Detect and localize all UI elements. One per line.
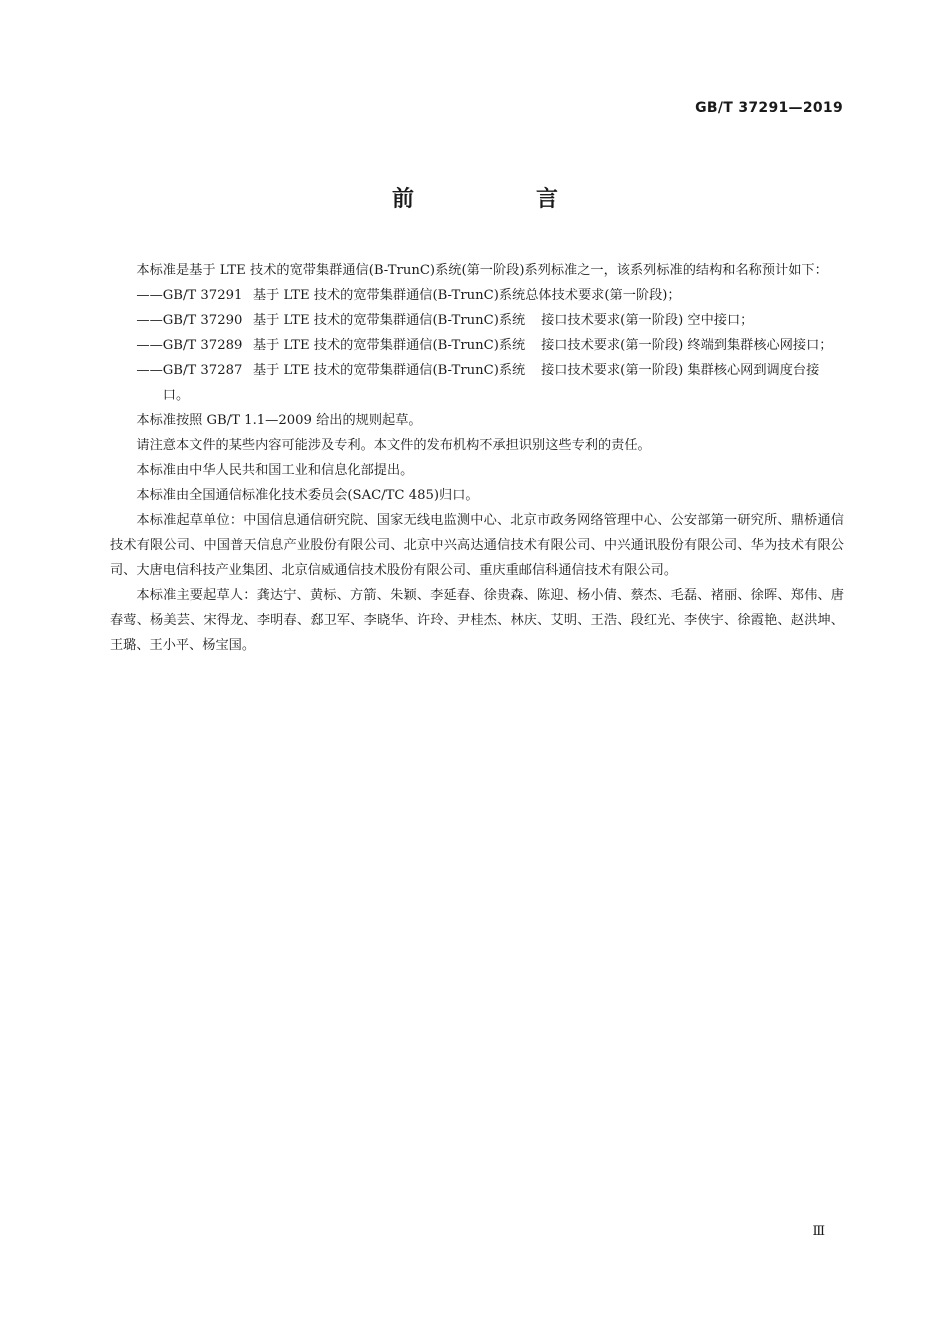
series-item-2 <box>110 308 844 333</box>
series-item-code: GB/T 37291 <box>162 288 243 303</box>
series-item-title: 基于 LTE 技术的宽带集群通信(B-TrunC)系统 <box>252 313 526 328</box>
page-title: 前 言 <box>391 187 608 212</box>
series-item-1 <box>110 283 844 308</box>
series-item-subtitle: 接口技术要求(第一阶段) 集群核心网到调度台接口。 <box>162 363 820 403</box>
proposed-by-paragraph: 本标准由中华人民共和国工业和信息化部提出。 <box>136 463 414 478</box>
intro-paragraph: 本标准是基于 LTE 技术的宽带集群通信(B-TrunC)系统(第一阶段)系列标准之一，该系列标准的结构和名称预计如下： <box>136 263 828 278</box>
standard-code-header: GB/T 37291—2019 <box>695 100 843 116</box>
list-dash: —— <box>136 288 163 303</box>
patent-notice-paragraph: 请注意本文件的某些内容可能涉及专利。本文件的发布机构不承担识别这些专利的责任。 <box>136 438 651 453</box>
list-dash: —— <box>136 363 163 378</box>
list-dash: —— <box>136 313 163 328</box>
series-item-title: 基于 LTE 技术的宽带集群通信(B-TrunC)系统总体技术要求(第一阶段)； <box>252 288 681 303</box>
series-item-body <box>163 308 844 333</box>
series-item-title: 基于 LTE 技术的宽带集群通信(B-TrunC)系统 <box>252 338 526 353</box>
series-item-4 <box>110 358 844 408</box>
drafting-units-paragraph: 本标准起草单位：中国信息通信研究院、国家无线电监测中心、北京市政务网络管理中心、公安部第一研究所、鼎桥通信技术有限公司、中国普天信息产业股份有限公司、北京中兴高达通信技术有限公司、中兴通讯股份有限公司、华为技术有限公司、大唐电信科技产业集团、北京信威通信技术股份有限公司、重庆重邮信科通信技术有限公司。 <box>110 513 844 578</box>
page-number: Ⅲ <box>812 1224 825 1239</box>
series-item-3 <box>110 333 844 358</box>
foreword-body <box>110 258 844 658</box>
series-item-code: GB/T 37287 <box>162 363 243 378</box>
series-item-body <box>163 333 844 358</box>
series-item-code: GB/T 37290 <box>162 313 243 328</box>
list-dash: —— <box>136 338 163 353</box>
series-item-subtitle: 接口技术要求(第一阶段) 终端到集群核心网接口； <box>541 338 833 353</box>
centralized-by-paragraph: 本标准由全国通信标准化技术委员会(SAC/TC 485)归口。 <box>136 488 479 503</box>
drafters-paragraph: 本标准主要起草人：龚达宁、黄标、方箭、朱颖、李延春、徐贵森、陈迎、杨小倩、蔡杰、毛磊、褚丽、徐晖、郑伟、唐春莺、杨美芸、宋得龙、李明春、郄卫军、李晓华、许玲、尹桂杰、林庆、艾明、王浩、段红光、李侠宇、徐霞艳、赵洪坤、王璐、王小平、杨宝国。 <box>110 588 844 653</box>
series-item-subtitle: 接口技术要求(第一阶段) 空中接口； <box>541 313 754 328</box>
series-item-title: 基于 LTE 技术的宽带集群通信(B-TrunC)系统 <box>252 363 526 378</box>
drafting-rule-paragraph: 本标准按照 GB/T 1.1—2009 给出的规则起草。 <box>136 413 422 428</box>
series-item-body <box>163 358 844 408</box>
series-item-code: GB/T 37289 <box>162 338 243 353</box>
series-item-body <box>163 283 844 308</box>
